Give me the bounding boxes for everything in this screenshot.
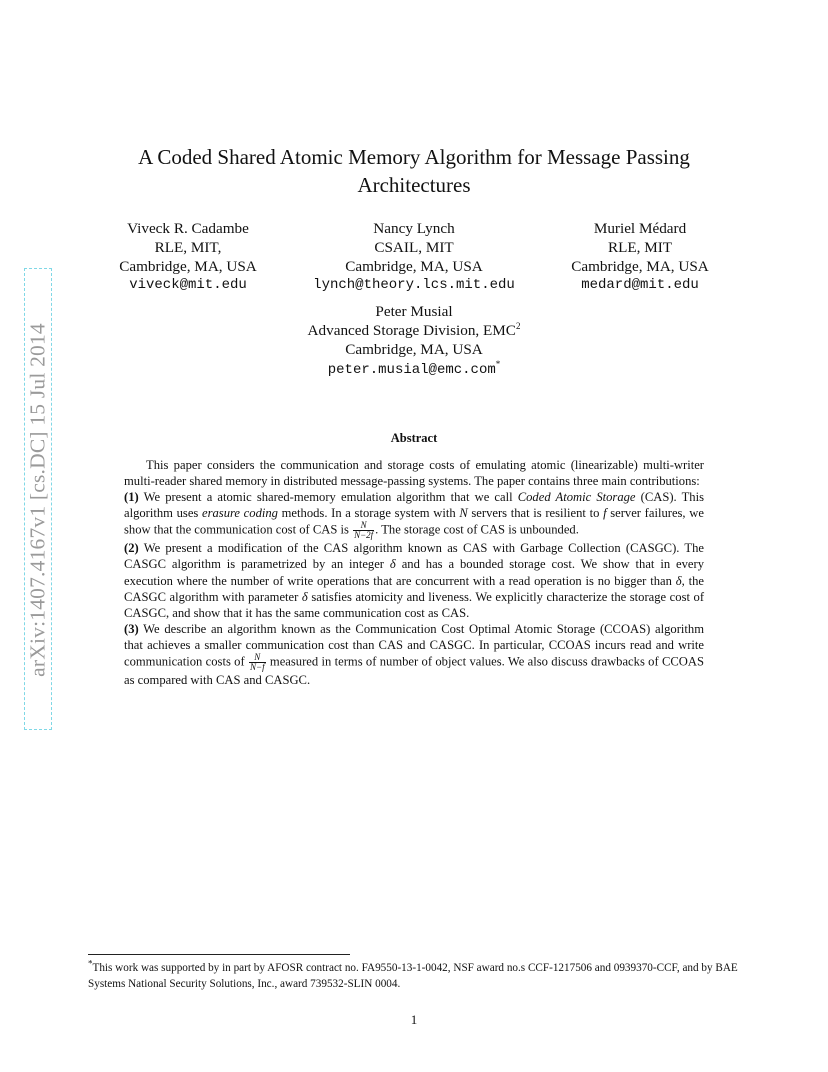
author-location: Cambridge, MA, USA: [571, 258, 709, 275]
footnote-rule: [88, 954, 350, 955]
author-block: [550, 219, 730, 295]
author-location: Cambridge, MA, USA: [345, 258, 483, 275]
author-email[interactable]: peter.musial@emc.com: [327, 362, 496, 378]
author-block: [98, 219, 278, 295]
abstract-heading: Abstract: [390, 431, 438, 445]
footnote-mark: *: [495, 358, 501, 369]
author-location: Cambridge, MA, USA: [119, 258, 257, 275]
contribution-2: (2) We present a modification of the CAS algorithm known as CAS with Garbage Collection (CASGC). The CASGC algorithm is parametrized by an integer δ and has a bounded storage cost. We show that in every execution where the number of write operations that are concurrent with a read operation is no bigger than δ, the CASGC algorithm with parameter δ satisfies atomicity and liveness. We explicitly characterize the storage cost of CASGC, and show that it has the same communication cost as CAS.: [124, 541, 705, 620]
author-block: [289, 219, 539, 295]
author-name: Viveck R. Cadambe: [127, 220, 249, 237]
author-email[interactable]: viveck@mit.edu: [129, 277, 247, 293]
author-name: Peter Musial: [375, 303, 453, 320]
arxiv-stamp: arXiv:1407.4167v1 [cs.DC] 15 Jul 2014: [25, 323, 50, 677]
author-affiliation: RLE, MIT,: [154, 239, 222, 256]
footnote-mark: *: [88, 958, 93, 969]
author-email[interactable]: medard@mit.edu: [581, 277, 699, 293]
footnote-text: This work was supported by in part by AFOSR contract no. FA9550-13-1-0042, NSF award no.s CCF-1217506 and 0939370-CCF, and by BAE Systems National Security Solutions, Inc., award 739532-SLIN 0004.: [88, 962, 738, 990]
page-number: 1: [410, 1012, 418, 1027]
footnote: [88, 960, 742, 992]
abstract-body: [124, 457, 704, 688]
author-name: Muriel Médard: [593, 220, 687, 237]
paper-title: A Coded Shared Atomic Memory Algorithm for Message Passing Architectures: [138, 145, 690, 197]
author-email-line: [264, 359, 564, 380]
author-affiliation: CSAIL, MIT: [374, 239, 454, 256]
author-name: Nancy Lynch: [373, 220, 455, 237]
author-block: [264, 302, 564, 380]
author-affiliation: Advanced Storage Division, EMC$^2$: [307, 320, 521, 339]
abstract-intro: This paper considers the communication and storage costs of emulating atomic (linearizable) multi-writer multi-reader shared memory in distributed message-passing systems. The paper contains three main contributions:: [124, 458, 704, 489]
contribution-3: (3) We describe an algorithm known as the Communication Cost Optimal Atomic Storage (CCOAS) algorithm that achieves a smaller communication cost than CAS and CASGC. In particular, CCOAS incurs read and write communication costs of $\frac{N}{N-f}$ measured in terms of number of object values. We also discuss drawbacks of CCOAS as compared with CAS and CASGC.: [124, 621, 704, 688]
fraction: $\frac{N}{N-f}$: [250, 652, 265, 673]
author-email[interactable]: lynch@theory.lcs.mit.edu: [313, 277, 515, 293]
fraction: $\frac{N}{N-2f}$: [354, 520, 374, 541]
author-affiliation: RLE, MIT: [607, 239, 673, 256]
author-location: Cambridge, MA, USA: [345, 341, 483, 358]
contribution-1: (1) We present a atomic shared-memory emulation algorithm that we call Coded Atomic Storage (CAS). This algorithm uses erasure coding methods. In a storage system with N servers that is resilient to f server failures, we show that the communication cost of CAS is $\frac{N}{N-2f}$ . The storage cost of CAS is unbounded.: [124, 490, 704, 541]
